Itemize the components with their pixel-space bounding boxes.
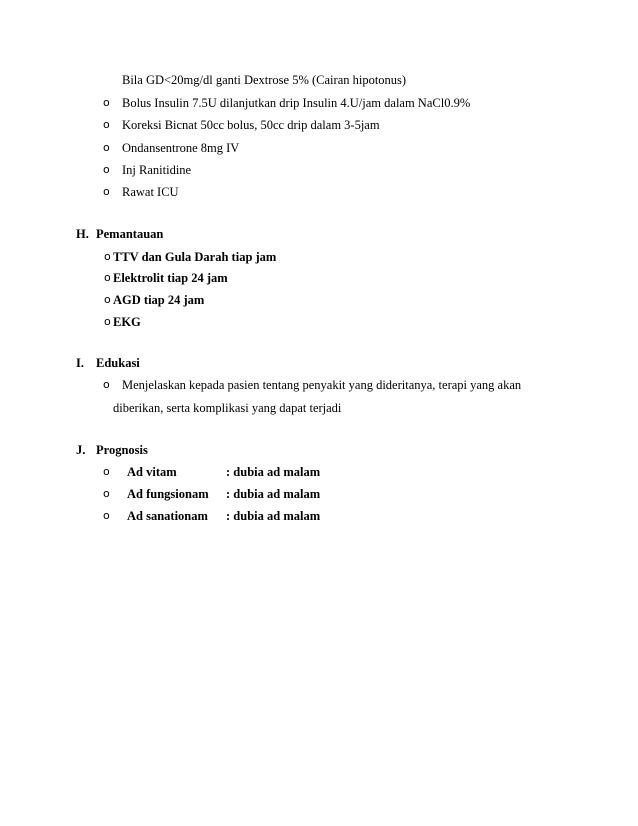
- list-item: Ondansentrone 8mg IV: [122, 141, 240, 155]
- bullet-marker: o: [104, 271, 111, 284]
- section-title: Edukasi: [96, 356, 140, 370]
- list-item: Inj Ranitidine: [122, 163, 192, 177]
- continuation-line: Bila GD<20mg/dl ganti Dextrose 5% (Cairan hipotonus): [122, 73, 407, 87]
- section-heading-edukasi: [76, 355, 140, 371]
- monitoring-item: Elektrolit tiap 24 jam: [113, 271, 228, 285]
- bullet-marker: o: [103, 185, 110, 198]
- education-text-line-2: diberikan, serta komplikasi yang dapat terjadi: [113, 401, 342, 415]
- section-letter: I.: [76, 356, 84, 370]
- prognosis-label: Ad vitam: [127, 465, 177, 479]
- monitoring-item: EKG: [113, 315, 141, 329]
- bullet-marker: o: [103, 509, 110, 522]
- section-title: Pemantauan: [96, 227, 164, 241]
- bullet-marker: o: [103, 487, 110, 500]
- list-item: Bolus Insulin 7.5U dilanjutkan drip Insulin 4.U/jam dalam NaCl0.9%: [122, 96, 471, 110]
- prognosis-value: : dubia ad malam: [226, 487, 321, 501]
- bullet-marker: o: [104, 250, 111, 263]
- prognosis-value: : dubia ad malam: [226, 465, 321, 479]
- prognosis-label: Ad sanationam: [127, 509, 208, 523]
- bullet-marker: o: [103, 141, 110, 154]
- list-item: Koreksi Bicnat 50cc bolus, 50cc drip dalam 3-5jam: [122, 118, 380, 132]
- bullet-marker: o: [103, 378, 110, 391]
- list-item: Rawat ICU: [122, 185, 179, 199]
- section-letter: H.: [76, 227, 89, 241]
- bullet-marker: o: [103, 465, 110, 478]
- education-text-line-1: Menjelaskan kepada pasien tentang penyakit yang dideritanya, terapi yang akan: [122, 378, 522, 392]
- bullet-marker: o: [104, 315, 111, 328]
- section-heading-prognosis: [76, 442, 148, 458]
- monitoring-item: AGD tiap 24 jam: [113, 293, 205, 307]
- bullet-marker: o: [104, 293, 111, 306]
- monitoring-item: TTV dan Gula Darah tiap jam: [113, 250, 277, 264]
- bullet-marker: o: [103, 163, 110, 176]
- section-letter: J.: [76, 443, 86, 457]
- bullet-marker: o: [103, 118, 110, 131]
- section-title: Prognosis: [96, 443, 148, 457]
- prognosis-label: Ad fungsionam: [127, 487, 209, 501]
- prognosis-value: : dubia ad malam: [226, 509, 321, 523]
- section-heading-pemantauan: [76, 226, 163, 242]
- bullet-marker: o: [103, 96, 110, 109]
